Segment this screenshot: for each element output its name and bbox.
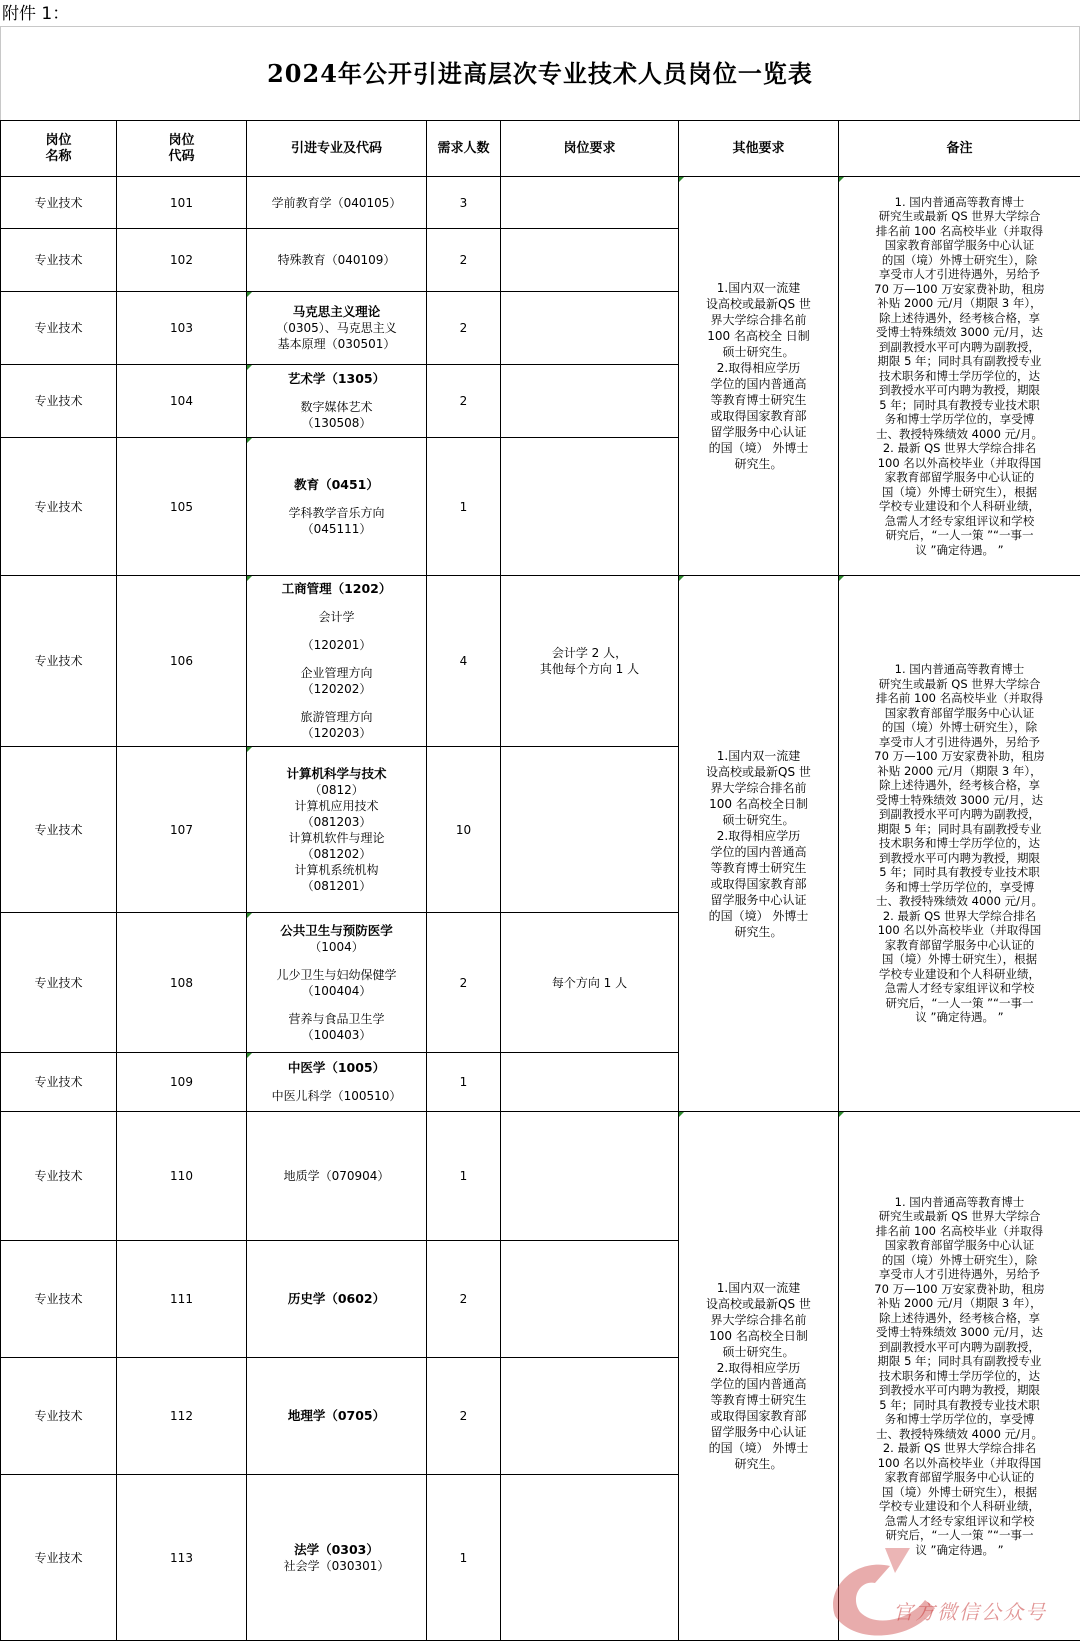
header-position-code: 岗位 代码: [117, 121, 247, 177]
major-cell: 学前教育学（040105）: [247, 177, 427, 229]
header-requirements: 岗位要求: [501, 121, 679, 177]
requirement-cell: [501, 1053, 679, 1112]
position-code: 107: [117, 747, 247, 913]
table-row: [1, 1112, 1080, 1241]
count-cell: 2: [427, 229, 501, 292]
position-name: 专业技术: [1, 365, 117, 438]
count-cell: 2: [427, 1358, 501, 1475]
count-cell: 2: [427, 292, 501, 365]
header-count: 需求人数: [427, 121, 501, 177]
requirement-cell: [501, 1475, 679, 1641]
count-cell: 1: [427, 438, 501, 576]
major-cell: 法学（0303） 社会学（030301）: [247, 1475, 427, 1641]
watermark-text: 官方微信公众号: [893, 1600, 1047, 1624]
requirement-cell: [501, 438, 679, 576]
position-name: 专业技术: [1, 747, 117, 913]
count-cell: 10: [427, 747, 501, 913]
requirement-cell: [501, 177, 679, 229]
position-name: 专业技术: [1, 1053, 117, 1112]
header-other: 其他要求: [679, 121, 839, 177]
header-position-name: 岗位 名称: [1, 121, 117, 177]
major-cell: 教育（0451） 学科教学音乐方向 （045111）: [247, 438, 427, 576]
major-cell: 特殊教育（040109）: [247, 229, 427, 292]
major-cell: 艺术学（1305） 数字媒体艺术 （130508）: [247, 365, 427, 438]
requirement-cell: [501, 1358, 679, 1475]
major-cell: 马克思主义理论 （0305）、马克思主义 基本原理（030501）: [247, 292, 427, 365]
count-cell: 2: [427, 1241, 501, 1358]
position-code: 111: [117, 1241, 247, 1358]
count-cell: 1: [427, 1112, 501, 1241]
count-cell: 3: [427, 177, 501, 229]
major-cell: 历史学（0602）: [247, 1241, 427, 1358]
major-cell: 中医学（1005） 中医儿科学（100510）: [247, 1053, 427, 1112]
positions-table: [0, 120, 1080, 1641]
major-cell: 计算机科学与技术 （0812） 计算机应用技术 （081203） 计算机软件与理论 （081202） 计算机系统机构 （081201）: [247, 747, 427, 913]
major-cell: 工商管理（1202） 会计学 （120201） 企业管理方向 （120202） 旅游管理方向 （120203）: [247, 576, 427, 747]
position-code: 101: [117, 177, 247, 229]
position-name: 专业技术: [1, 913, 117, 1053]
position-name: 专业技术: [1, 229, 117, 292]
annex-label: 附件 1：: [2, 4, 70, 24]
position-code: 105: [117, 438, 247, 576]
position-code: 112: [117, 1358, 247, 1475]
requirement-cell: 会计学 2 人， 其他每个方向 1 人: [501, 576, 679, 747]
count-cell: 2: [427, 365, 501, 438]
table-row: [1, 576, 1080, 747]
position-name: 专业技术: [1, 292, 117, 365]
table-row: [1, 177, 1080, 229]
position-code: 108: [117, 913, 247, 1053]
count-cell: 2: [427, 913, 501, 1053]
position-code: 113: [117, 1475, 247, 1641]
requirement-cell: [501, 292, 679, 365]
count-cell: 1: [427, 1475, 501, 1641]
count-cell: 4: [427, 576, 501, 747]
position-name: 专业技术: [1, 1112, 117, 1241]
requirement-cell: 每个方向 1 人: [501, 913, 679, 1053]
other-requirements-group-2: 1.国内双一流建 设高校或最新QS 世 界大学综合排名前 100 名高校全日制 硕士研究生。 2.取得相应学历 学位的国内普通高 等教育博士研究生 或取得国家教育部 留学服务中心认证 的国（境） 外博士 研究生。: [679, 576, 839, 1112]
major-cell: 地质学（070904）: [247, 1112, 427, 1241]
position-code: 109: [117, 1053, 247, 1112]
position-name: 专业技术: [1, 1358, 117, 1475]
position-code: 103: [117, 292, 247, 365]
position-name: 专业技术: [1, 576, 117, 747]
position-code: 104: [117, 365, 247, 438]
position-name: 专业技术: [1, 438, 117, 576]
requirement-cell: [501, 747, 679, 913]
position-code: 106: [117, 576, 247, 747]
header-row: [1, 121, 1080, 177]
position-code: 102: [117, 229, 247, 292]
requirement-cell: [501, 365, 679, 438]
count-cell: 1: [427, 1053, 501, 1112]
notes-group-2: 1. 国内普通高等教育博士 研究生或最新 QS 世界大学综合 排名前 100 名高校毕业（并取得 国家教育部留学服务中心认证 的国（境）外博士研究生），除 享受市人才引进待遇外，另给予 70 万—100 万安家费补助，租房 补贴 2000 元/月（期限 3 年）， 除上述待遇外，经考核合格，享 受博士特殊绩效 3000 元/月，达 到副教授水平可内聘为副教授， 期限 5 年；同时具有副教授专业 技术职务和博士学历学位的，达 到教授水平可内聘为教授，期限 5 年；同时具有教授专业技术职 务和博士学历学位的，享受博 士、教授特殊绩效 4000 元/月。 2. 最新 QS 世界大学综合排名 100 名以外高校毕业（并取得国 家教育部留学服务中心认证的 国（境）外博士研究生），根据 学校专业建设和个人科研业绩， 急需人才经专家组评议和学校 研究后，“一人一策 ”“一事一 议 ”确定待遇。 ”: [839, 576, 1080, 1112]
major-cell: 地理学（0705）: [247, 1358, 427, 1475]
position-name: 专业技术: [1, 1241, 117, 1358]
header-notes: 备注: [839, 121, 1080, 177]
major-cell: 公共卫生与预防医学 （1004） 儿少卫生与妇幼保健学 （100404） 营养与食品卫生学 （100403）: [247, 913, 427, 1053]
position-name: 专业技术: [1, 1475, 117, 1641]
document-title: 2024年公开引进高层次专业技术人员岗位一览表: [267, 59, 813, 88]
header-major: 引进专业及代码: [247, 121, 427, 177]
other-requirements-group-1: 1.国内双一流建 设高校或最新QS 世 界大学综合排名前 100 名高校全 日制 硕士研究生。 2.取得相应学历 学位的国内普通高 等教育博士研究生 或取得国家教育部 留学服务中心认证 的国（境） 外博士 研究生。: [679, 177, 839, 576]
position-code: 110: [117, 1112, 247, 1241]
watermark-logo-icon: [815, 1528, 1080, 1646]
requirement-cell: [501, 229, 679, 292]
other-requirements-group-3: 1.国内双一流建 设高校或最新QS 世 界大学综合排名前 100 名高校全日制 硕士研究生。 2.取得相应学历 学位的国内普通高 等教育博士研究生 或取得国家教育部 留学服务中心认证 的国（境） 外博士 研究生。: [679, 1112, 839, 1641]
position-name: 专业技术: [1, 177, 117, 229]
requirement-cell: [501, 1112, 679, 1241]
requirement-cell: [501, 1241, 679, 1358]
notes-group-3: 1. 国内普通高等教育博士 研究生或最新 QS 世界大学综合 排名前 100 名高校毕业（并取得 国家教育部留学服务中心认证 的国（境）外博士研究生），除 享受市人才引进待遇外，另给予 70 万—100 万安家费补助，租房 补贴 2000 元/月（期限 3 年）， 除上述待遇外，经考核合格，享 受博士特殊绩效 3000 元/月，达 到副教授水平可内聘为副教授， 期限 5 年；同时具有副教授专业 技术职务和博士学历学位的，达 到教授水平可内聘为教授，期限 5 年；同时具有教授专业技术职 务和博士学历学位的，享受博 士、教授特殊绩效 4000 元/月。 2. 最新 QS 世界大学综合排名 100 名以外高校毕业（并取得国 家教育部留学服务中心认证的 国（境）外博士研究生），根据 学校专业建设和个人科研业绩， 急需人才经专家组评议和学校 研究后，“一人一策 ”“一事一 议 ”确定待遇。 ”: [839, 1112, 1080, 1641]
notes-group-1: 1. 国内普通高等教育博士 研究生或最新 QS 世界大学综合 排名前 100 名高校毕业（并取得 国家教育部留学服务中心认证 的国（境）外博士研究生），除 享受市人才引进待遇外，另给予 70 万—100 万安家费补助，租房 补贴 2000 元/月（期限 3 年）， 除上述待遇外，经考核合格，享 受博士特殊绩效 3000 元/月，达 到副教授水平可内聘为副教授， 期限 5 年；同时具有副教授专业 技术职务和博士学历学位的，达 到教授水平可内聘为教授，期限 5 年；同时具有教授专业技术职 务和博士学历学位的，享受博 士、教授特殊绩效 4000 元/月。 2. 最新 QS 世界大学综合排名 100 名以外高校毕业（并取得国 家教育部留学服务中心认证的 国（境）外博士研究生），根据 学校专业建设和个人科研业绩， 急需人才经专家组评议和学校 研究后，“一人一策 ”“一事一 议 ”确定待遇。 ”: [839, 177, 1080, 576]
